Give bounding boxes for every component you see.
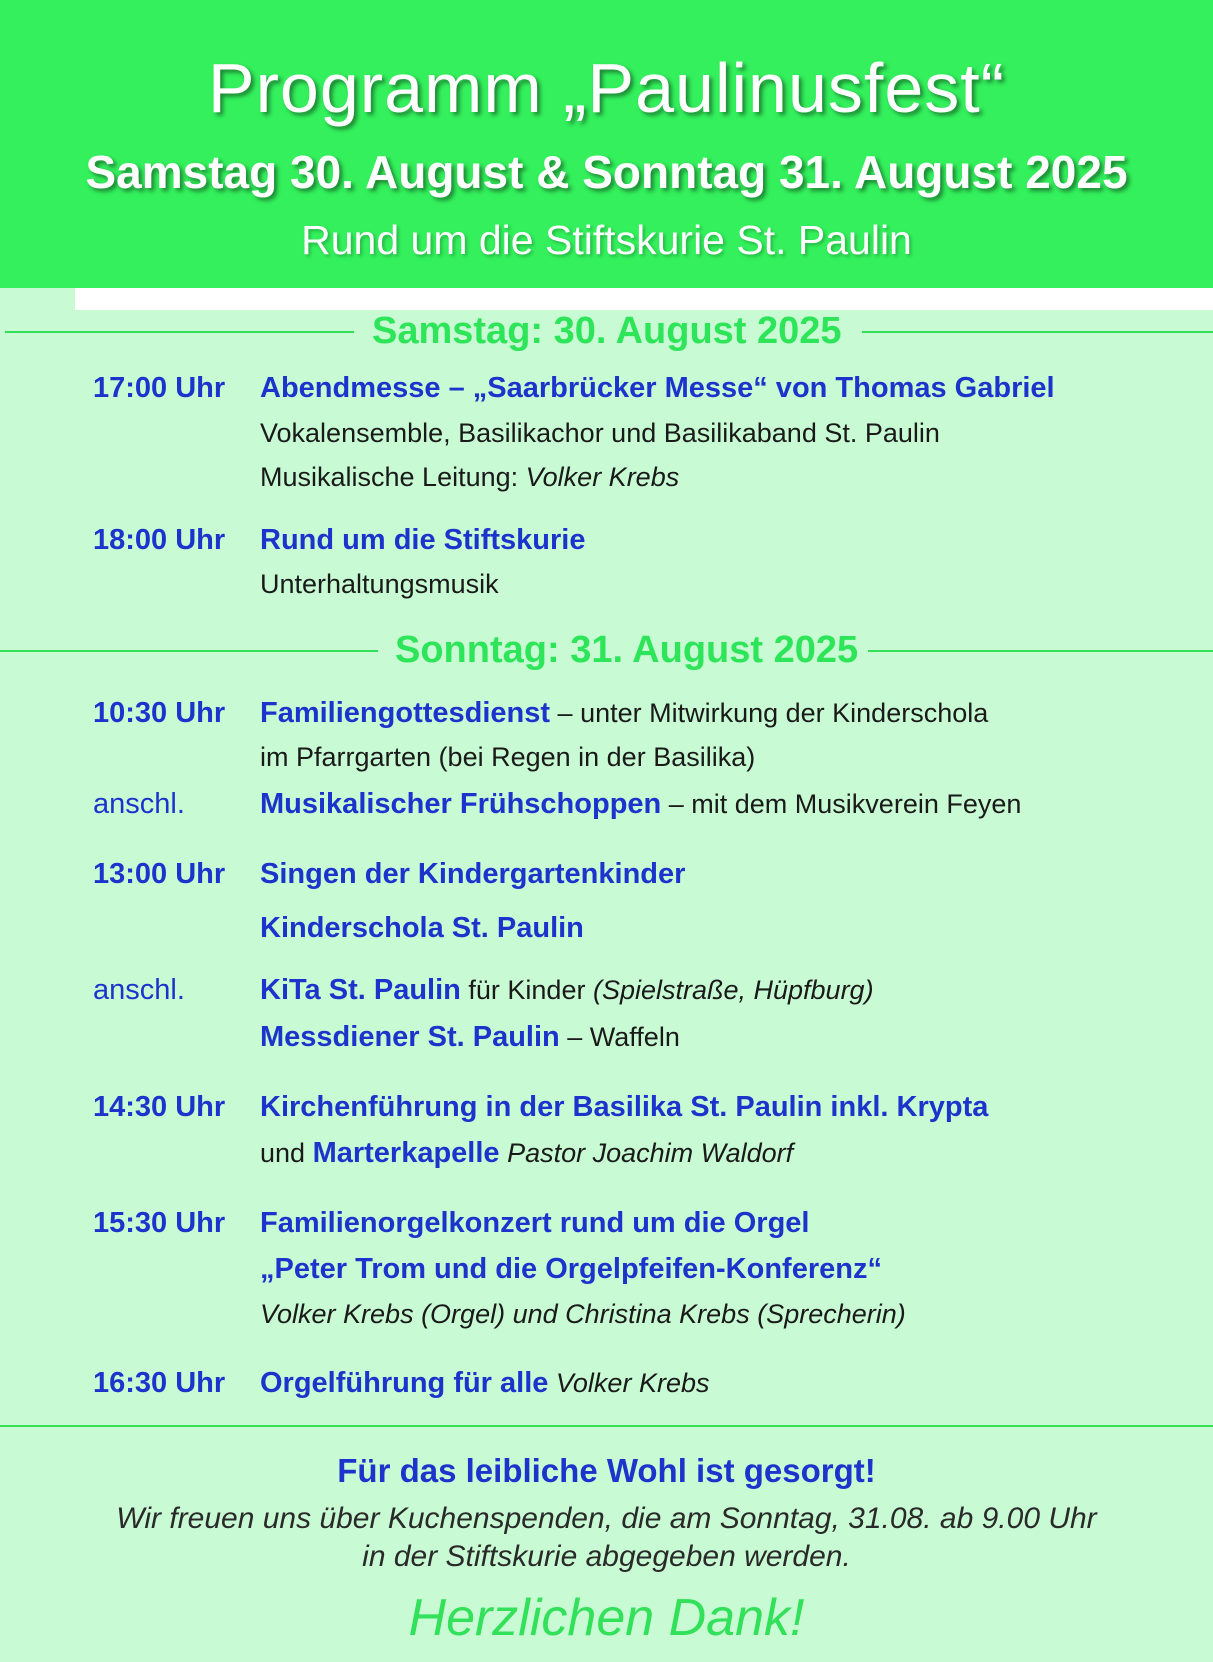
page-title: Programm „Paulinusfest“ xyxy=(207,49,1006,127)
event-time: 13:00 Uhr xyxy=(93,858,226,890)
event-detail: Vokalensemble, Basilikachor und Basilikaband St. Paulin xyxy=(260,418,940,448)
event-title xyxy=(260,1021,1173,1054)
event-time: 16:30 Uhr xyxy=(93,1367,226,1399)
event-time: 18:00 Uhr xyxy=(93,524,226,556)
sunday-heading-label: Sonntag: 31. August 2025 xyxy=(395,629,859,671)
heading-rule xyxy=(5,331,354,333)
footer-thanks: Herzlichen Dank! xyxy=(408,1589,805,1647)
event-title-text: Singen der Kindergartenkinder xyxy=(260,858,686,890)
event-time: 17:00 Uhr xyxy=(93,372,226,404)
event-suffix: für Kinder xyxy=(460,975,593,1005)
event-detail: im Pfarrgarten (bei Regen in der Basilika) xyxy=(260,742,756,772)
event-title xyxy=(260,858,1173,891)
event-title xyxy=(260,697,1173,730)
heading-rule xyxy=(868,650,1213,652)
event-title-text: Marterkapelle xyxy=(312,1137,500,1169)
footer-rule xyxy=(0,1425,1213,1427)
event-time: 14:30 Uhr xyxy=(93,1091,226,1123)
event-title-text: Rund um die Stiftskurie xyxy=(260,524,586,556)
heading-rule xyxy=(0,650,378,652)
event-title-text: Familienorgelkonzert rund um die Orgel xyxy=(260,1207,810,1239)
event-dates: Samstag 30. August & Sonntag 31. August 2025 xyxy=(85,146,1128,198)
detail-name: Volker Krebs xyxy=(525,462,680,492)
event-detail: Unterhaltungsmusik xyxy=(260,569,499,599)
event-title xyxy=(260,1091,1173,1124)
event-detail xyxy=(260,1137,1173,1170)
event-title xyxy=(260,974,1173,1007)
event-title-text: Musikalischer Frühschoppen xyxy=(260,788,662,820)
header-banner xyxy=(0,0,1213,288)
event-subtitle: Kinderschola St. Paulin xyxy=(260,912,584,944)
saturday-heading xyxy=(0,306,1213,356)
event-title-text: Familiengottesdienst xyxy=(260,697,551,729)
footer-heading: Für das leibliche Wohl ist gesorgt! xyxy=(337,1452,876,1489)
event-time: anschl. xyxy=(93,974,185,1006)
event-time: 15:30 Uhr xyxy=(93,1207,226,1239)
event-note: Pastor Joachim Waldorf xyxy=(499,1138,794,1168)
event-title-text: Abendmesse – „Saarbrücker Messe“ von Thomas Gabriel xyxy=(260,372,1055,404)
sunday-heading xyxy=(0,625,1213,675)
event-location: Rund um die Stiftskurie St. Paulin xyxy=(301,217,912,263)
event-title-text: KiTa St. Paulin xyxy=(260,974,461,1006)
event-detail xyxy=(260,462,679,493)
event-title xyxy=(260,788,1173,821)
event-suffix: – mit dem Musikverein Feyen xyxy=(661,789,1022,819)
event-title xyxy=(260,1253,1173,1286)
event-time: 10:30 Uhr xyxy=(93,697,226,729)
event-title-text: Messdiener St. Paulin xyxy=(260,1021,560,1053)
detail-label: Musikalische Leitung: xyxy=(260,462,519,492)
saturday-heading-label: Samstag: 30. August 2025 xyxy=(372,310,842,352)
event-time: anschl. xyxy=(93,788,185,820)
event-title xyxy=(260,524,1173,557)
event-detail: Volker Krebs (Orgel) und Christina Krebs (Sprecherin) xyxy=(260,1299,906,1329)
event-suffix: – Waffeln xyxy=(559,1022,680,1052)
event-title xyxy=(260,1207,1173,1240)
event-title-text: Orgelführung für alle xyxy=(260,1367,549,1399)
footer-text: in der Stiftskurie abgegeben werden. xyxy=(362,1540,851,1573)
event-title xyxy=(260,372,1173,405)
event-title-text: Kirchenführung in der Basilika St. Paulin inkl. Krypta xyxy=(260,1091,989,1123)
event-title xyxy=(260,1367,1173,1400)
event-note: Volker Krebs xyxy=(548,1368,710,1398)
heading-rule xyxy=(862,331,1213,333)
event-note: (Spielstraße, Hüpfburg) xyxy=(592,975,874,1005)
event-title-text: „Peter Trom und die Orgelpfeifen-Konferenz“ xyxy=(260,1253,882,1285)
detail-prefix: und xyxy=(260,1138,313,1168)
footer-text: Wir freuen uns über Kuchenspenden, die am Sonntag, 31.08. ab 9.00 Uhr xyxy=(116,1502,1097,1535)
event-suffix: – unter Mitwirkung der Kinderschola xyxy=(550,698,989,728)
